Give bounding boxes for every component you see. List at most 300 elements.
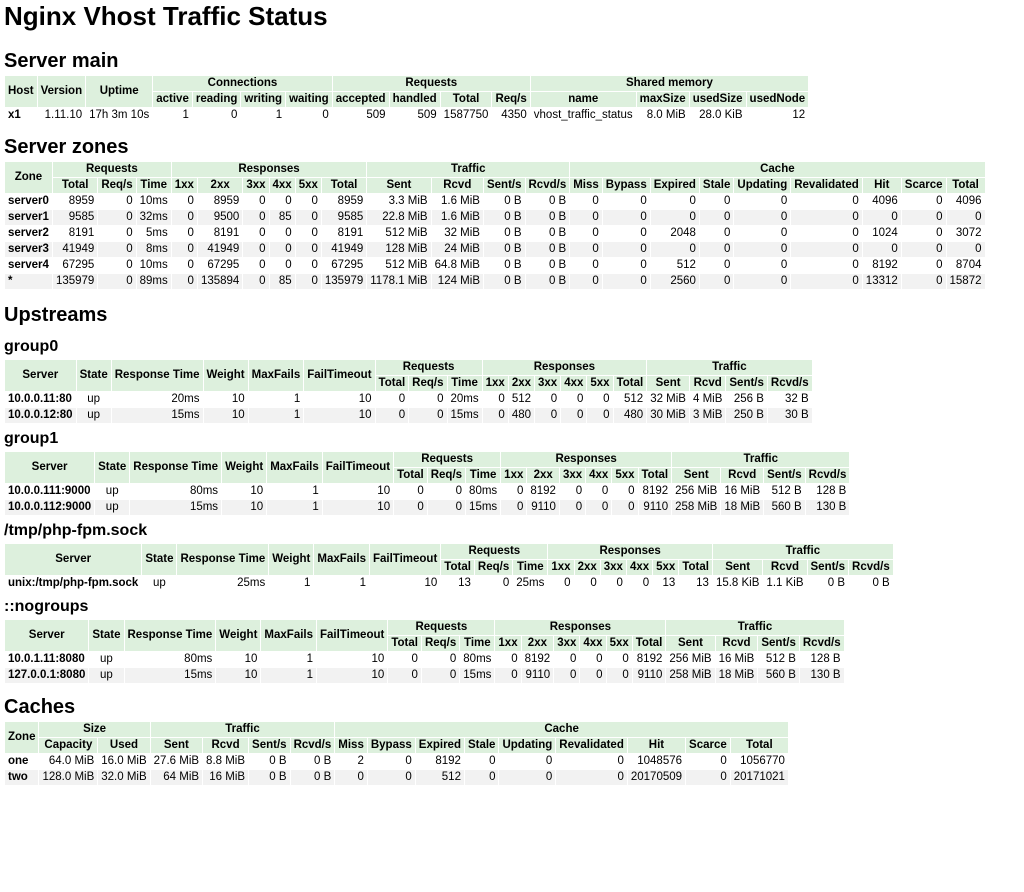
table-cell: 8959 (68, 195, 95, 207)
table-cell: 0 (422, 668, 459, 683)
table-cell: 0 (187, 259, 194, 271)
column-header-state: State (77, 360, 111, 391)
table-cell: 0 (296, 210, 321, 225)
column-header-total: Total (614, 376, 647, 391)
table-cell: 0 (852, 195, 859, 207)
column-header-rcvd-s: Rcvd/s (806, 468, 850, 483)
table-cell: 10 (231, 393, 245, 405)
column-header-2xx: 2xx (522, 636, 554, 651)
table-cell: 0 (311, 195, 318, 207)
table-cell: 128 MiB (367, 242, 430, 257)
table-cell: 13 (696, 577, 709, 589)
table-cell: 64.0 MiB (48, 755, 95, 767)
table-cell: 30 MiB (647, 408, 689, 423)
table-cell: 0 (502, 577, 510, 589)
column-header-1xx: 1xx (495, 636, 520, 651)
table-cell: 0 (601, 485, 609, 497)
table-cell: 0 B (526, 242, 570, 257)
column-header-total: Total (639, 468, 672, 483)
table-cell: 30 B (768, 408, 812, 423)
column-header-3xx: 3xx (243, 178, 268, 193)
table-cell: 8959 (337, 195, 364, 207)
table-cell: 8192 (530, 485, 556, 497)
table-cell: 0 (592, 195, 599, 207)
table-cell: 41949 (53, 242, 97, 257)
column-header-weight: Weight (269, 544, 313, 575)
table-cell: 0 (556, 770, 627, 785)
table-header-row (5, 620, 844, 635)
table-cell: 258 MiB (666, 668, 714, 683)
column-header-rcvd: Rcvd (763, 560, 806, 575)
table-cell: 0 (394, 500, 427, 515)
table-cell: 4096 (872, 195, 898, 207)
table-cell: 130 B (806, 500, 850, 515)
column-header-server: Server (5, 452, 94, 483)
table-cell: 0 (596, 653, 603, 665)
column-header-sent: Sent (367, 178, 430, 193)
row-key-cell: unix:/tmp/php-fpm.sock (8, 577, 139, 589)
group-header-traffic: Traffic (713, 544, 893, 559)
table-cell: 0 (388, 668, 421, 683)
table-cell: 0 (98, 210, 135, 225)
table-cell: 0 (612, 500, 637, 515)
table-cell: 32.0 MiB (98, 770, 149, 785)
table-cell: 0 (902, 242, 946, 257)
column-header-rcvd-s: Rcvd/s (768, 376, 812, 391)
column-header-sent-s: Sent/s (484, 178, 525, 193)
table-cell: 9110 (522, 668, 554, 683)
table-cell: 0 (243, 274, 268, 289)
column-header-rcvd-s: Rcvd/s (291, 738, 335, 753)
column-header-1xx: 1xx (548, 560, 573, 575)
table-cell: 0 (550, 393, 558, 405)
table-cell: 13 (662, 577, 676, 589)
table-cell: 1 (182, 109, 189, 121)
column-header-revalidated: Revalidated (556, 738, 627, 753)
upstreams-heading: Upstreams (4, 304, 108, 326)
table-subheader-row (5, 738, 788, 753)
column-header-expired: Expired (416, 738, 464, 753)
table-cell: 0 (734, 242, 790, 257)
table-cell: 0 (564, 577, 571, 589)
table-cell: 0 (863, 210, 901, 225)
table-cell: 0 (495, 668, 520, 683)
row-key-cell: server4 (8, 259, 49, 271)
table-cell: 0 B (484, 210, 525, 225)
table-cell: up (77, 408, 111, 423)
table-cell: 3 MiB (690, 408, 725, 423)
group-header-traffic: Traffic (647, 360, 811, 375)
column-header-total: Total (441, 560, 474, 575)
table-cell: 0 (322, 109, 329, 121)
column-header-hit: Hit (863, 178, 901, 193)
column-header-req-s: Req/s (492, 92, 529, 107)
table-cell: 1048576 (637, 755, 683, 767)
column-header-2xx: 2xx (198, 178, 242, 193)
table-cell: 20ms (171, 393, 200, 405)
row-key-cell: 127.0.0.1:8080 (5, 668, 88, 683)
column-header-accepted: accepted (333, 92, 389, 107)
table-row (5, 274, 985, 289)
table-cell: 32ms (137, 210, 171, 225)
table-cell: 250 B (726, 408, 767, 423)
table-cell: 0 (296, 242, 321, 257)
table-cell: 1.6 MiB (432, 210, 483, 225)
column-header-host: Host (5, 76, 37, 107)
table-cell: 0 (947, 210, 985, 225)
table-cell: 32 MiB (650, 393, 686, 405)
column-header-sent: Sent (713, 560, 762, 575)
table-cell: 80ms (469, 485, 498, 497)
upstream-group-heading: group0 (4, 338, 59, 355)
column-header-3xx: 3xx (601, 560, 626, 575)
column-header-4xx: 4xx (270, 178, 295, 193)
table-cell: 10 (304, 408, 374, 423)
column-header-sent-s: Sent/s (726, 376, 767, 391)
server-main-heading: Server main (4, 50, 119, 72)
column-header-total: Total (394, 468, 427, 483)
table-cell: 0 (126, 195, 133, 207)
column-header-miss: Miss (570, 178, 602, 193)
table-cell: 80ms (189, 485, 219, 497)
table-cell: 0 (640, 259, 647, 271)
column-header-failtimeout: FailTimeout (317, 620, 387, 651)
table-cell: 0 (700, 210, 734, 225)
table-cell: 0 (734, 274, 790, 289)
table-cell: 80ms (463, 653, 492, 665)
server-zones-table (4, 161, 986, 290)
column-header-time: Time (466, 468, 500, 483)
table-cell: 0 (569, 653, 577, 665)
table-cell: 8192 (642, 485, 669, 497)
table-cell: 15ms (448, 408, 482, 423)
column-header-3xx: 3xx (535, 376, 560, 391)
table-cell: 128 B (816, 485, 847, 497)
table-cell: 9110 (527, 500, 559, 515)
table-cell: 28.0 KiB (699, 109, 743, 121)
table-cell: 2560 (651, 274, 699, 289)
table-cell: 0 (651, 210, 699, 225)
column-header-server: Server (5, 360, 76, 391)
table-cell: 0 (936, 259, 943, 271)
column-header-total: Total (947, 178, 985, 193)
table-cell: 0 (335, 770, 367, 785)
column-header-3xx: 3xx (554, 636, 579, 651)
table-cell: 0 (285, 227, 292, 239)
table-cell: up (153, 577, 166, 589)
table-cell: 0 (511, 653, 518, 665)
upstream-group-heading: ::nogroups (4, 598, 89, 615)
table-cell: 135979 (322, 274, 366, 289)
table-cell: 20170509 (628, 770, 685, 785)
column-header-total: Total (441, 92, 492, 107)
table-cell: 22.8 MiB (367, 210, 430, 225)
table-cell: 4 MiB (692, 393, 723, 405)
row-key-cell: x1 (8, 109, 21, 121)
column-header-total: Total (376, 376, 409, 391)
table-cell: 1056770 (740, 755, 785, 767)
table-cell: 8192 (435, 755, 461, 767)
table-cell: 8.8 MiB (206, 755, 246, 767)
column-header-waiting: waiting (286, 92, 332, 107)
row-key-cell: server3 (5, 242, 52, 257)
table-cell: 0 (603, 274, 650, 289)
column-header-handled: handled (390, 92, 440, 107)
table-cell: 15872 (947, 274, 985, 289)
column-header-2xx: 2xx (575, 560, 600, 575)
table-cell: 0 (686, 770, 730, 785)
column-header-4xx: 4xx (627, 560, 652, 575)
column-header-zone: Zone (5, 722, 38, 753)
table-cell: up (89, 668, 123, 683)
column-header-failtimeout: FailTimeout (304, 360, 374, 391)
column-header-total: Total (53, 178, 97, 193)
table-cell: 1.6 MiB (440, 195, 480, 207)
table-row (5, 108, 808, 123)
table-cell: 0 (791, 274, 862, 289)
table-cell: 20ms (450, 393, 479, 405)
column-header-hit: Hit (628, 738, 685, 753)
column-header-scarce: Scarce (902, 178, 946, 193)
table-cell: 27.6 MiB (153, 755, 200, 767)
column-header-req-s: Req/s (98, 178, 135, 193)
table-cell: 512 B (765, 653, 796, 665)
table-cell: 32 MiB (444, 227, 480, 239)
table-cell: 0 (516, 485, 524, 497)
table-cell: 0 (592, 227, 599, 239)
table-cell: 80ms (184, 653, 213, 665)
table-cell: 10 (204, 408, 248, 423)
column-header-5xx: 5xx (653, 560, 678, 575)
group-header-requests: Requests (441, 544, 547, 559)
table-cell: 10 (222, 500, 266, 515)
table-cell: 10 (377, 485, 391, 497)
table-cell: 10 (244, 653, 258, 665)
table-subheader-row (5, 178, 985, 193)
column-header-total: Total (731, 738, 788, 753)
table-cell: 67295 (331, 259, 364, 271)
table-row (5, 754, 788, 769)
table-cell: 0 (603, 210, 650, 225)
table-cell: 512 (676, 259, 696, 271)
table-cell: 12 (792, 109, 806, 121)
table-cell: 0 B (526, 210, 570, 225)
table-cell: 0 B (548, 259, 567, 271)
column-header-total: Total (679, 560, 712, 575)
column-header-total: Total (633, 636, 666, 651)
column-header-total: Total (388, 636, 421, 651)
column-header-rcvd: Rcvd (716, 636, 758, 651)
table-cell: 0 (368, 770, 415, 785)
column-header-req-s: Req/s (422, 636, 459, 651)
table-cell: 0 (554, 668, 579, 683)
table-header-row (5, 722, 788, 737)
group-header-requests: Requests (394, 452, 500, 467)
table-cell: 9110 (639, 500, 672, 515)
column-header-rcvd: Rcvd (721, 468, 763, 483)
table-cell: 2048 (670, 227, 696, 239)
column-header-rcvd: Rcvd (432, 178, 483, 193)
table-cell: 135979 (53, 274, 97, 289)
table-cell: 0 (651, 242, 699, 257)
table-cell: 8191 (337, 227, 364, 239)
table-cell: 0 (455, 485, 463, 497)
table-cell: 0 (270, 242, 295, 257)
table-cell: 0 (575, 485, 583, 497)
column-header-4xx: 4xx (580, 636, 605, 651)
column-header-rcvd: Rcvd (690, 376, 725, 391)
table-cell: 0 (259, 259, 266, 271)
table-cell: 0 (545, 755, 553, 767)
table-row (5, 576, 893, 591)
page-title: Nginx Vhost Traffic Status (4, 1, 328, 31)
column-header-sent: Sent (647, 376, 689, 391)
table-cell: 0 (936, 195, 943, 207)
table-cell: 0 (902, 274, 946, 289)
column-header-zone: Zone (5, 162, 52, 193)
table-cell: 0 (616, 577, 623, 589)
column-header-rcvd-s: Rcvd/s (800, 636, 844, 651)
column-header-updating: Updating (499, 738, 555, 753)
table-cell: 0 (411, 653, 418, 665)
table-cell: 10ms (139, 259, 168, 271)
table-row (5, 194, 985, 209)
column-header-weight: Weight (204, 360, 248, 391)
table-cell: 0 B (484, 242, 525, 257)
table-cell: 15.8 KiB (715, 577, 760, 589)
group-header-requests: Requests (376, 360, 482, 375)
table-cell: 13312 (863, 274, 901, 289)
table-cell: 17h 3m 10s (89, 109, 150, 121)
table-row (5, 770, 788, 785)
table-cell: 0 (592, 259, 599, 271)
table-cell: 0 (576, 393, 584, 405)
table-cell: 64 MiB (151, 770, 202, 785)
table-cell: 1 (359, 577, 366, 589)
table-cell: 0 (409, 408, 446, 423)
table-cell: 0 (230, 109, 238, 121)
table-cell: 1 (306, 653, 313, 665)
table-row (5, 500, 849, 515)
table-cell: 0 (570, 242, 602, 257)
table-cell: 16 MiB (718, 653, 755, 665)
table-cell: 0 (126, 259, 133, 271)
table-cell: 0 (98, 242, 135, 257)
table-cell: 0 (437, 393, 444, 405)
column-header-sent: Sent (672, 468, 720, 483)
table-cell: 1 (303, 577, 311, 589)
table-cell: 0 (172, 210, 197, 225)
table-cell: 512 (624, 393, 644, 405)
group-header-size: Size (39, 722, 149, 737)
table-cell: 509 (417, 109, 437, 121)
table-cell: 1 (249, 408, 304, 423)
table-cell: 0 (243, 242, 268, 257)
upstream-group-heading: /tmp/php-fpm.sock (4, 522, 148, 539)
server-zones-heading: Server zones (4, 136, 129, 158)
table-cell: 1 (293, 393, 301, 405)
column-header-4xx: 4xx (561, 376, 586, 391)
table-cell: 3072 (955, 227, 982, 239)
table-cell: 0 (640, 195, 647, 207)
table-cell: 20171021 (731, 770, 788, 785)
table-cell: 0 (428, 500, 465, 515)
table-cell: 16 MiB (203, 770, 248, 785)
table-cell: 0 (791, 210, 862, 225)
table-cell: 0 (259, 195, 266, 207)
group-header-responses: Responses (172, 162, 367, 177)
column-header-maxfails: MaxFails (249, 360, 304, 391)
table-cell: 0 (561, 408, 586, 423)
table-cell: 10 (371, 653, 385, 665)
table-cell: up (87, 393, 101, 405)
table-cell: 0 B (249, 770, 290, 785)
table-row (5, 668, 844, 683)
table-cell: 0 (172, 242, 197, 257)
table-cell: 0 (791, 242, 862, 257)
table-cell: 0 B (291, 770, 335, 785)
table-cell: 0 (285, 195, 292, 207)
table-cell: 0 (417, 485, 424, 497)
table-cell: 256 B (733, 393, 764, 405)
column-header-scarce: Scarce (686, 738, 730, 753)
table-cell: 256 MiB (675, 485, 718, 497)
table-cell: 1.1 KiB (766, 577, 804, 589)
group-header-connections: Connections (153, 76, 331, 91)
table-cell: 1587750 (443, 109, 489, 121)
column-header-response-time: Response Time (130, 452, 221, 483)
table-cell: 8192 (524, 653, 551, 665)
column-header-sent: Sent (666, 636, 714, 651)
group-header-responses: Responses (483, 360, 647, 375)
column-header-state: State (95, 452, 129, 483)
server-main-table (4, 75, 809, 124)
table-cell: 0 B (872, 577, 890, 589)
group-header-cache: Cache (570, 162, 984, 177)
table-cell: 0 B (314, 755, 332, 767)
row-key-cell: server0 (8, 195, 49, 207)
table-cell: 560 B (758, 668, 799, 683)
column-header-rcvd: Rcvd (203, 738, 248, 753)
table-row (5, 210, 985, 225)
table-cell: 0 (720, 755, 727, 767)
column-header-4xx: 4xx (586, 468, 611, 483)
column-header-stale: Stale (700, 178, 734, 193)
column-header-5xx: 5xx (296, 178, 321, 193)
table-cell: 5ms (146, 227, 168, 239)
table-cell: 0 (780, 227, 788, 239)
table-cell: 0 (499, 770, 555, 785)
column-header-state: State (89, 620, 123, 651)
table-cell: 0 (947, 242, 985, 257)
table-cell: 0 (376, 408, 409, 423)
table-cell: 480 (614, 408, 647, 423)
upstream-groups (0, 335, 1024, 684)
row-key-cell: two (5, 770, 38, 785)
row-key-cell: server1 (5, 210, 52, 225)
table-cell: 1 (275, 109, 283, 121)
table-cell: 15ms (466, 500, 500, 515)
table-cell: 18 MiB (716, 668, 758, 683)
table-cell: 480 (509, 408, 534, 423)
table-cell: 10 (424, 577, 438, 589)
table-cell: 8959 (213, 195, 240, 207)
table-cell: 0 (700, 274, 734, 289)
table-cell: 0 (640, 227, 647, 239)
table-cell: 0 (700, 242, 734, 257)
table-row (5, 226, 985, 241)
column-header-maxsize: maxSize (637, 92, 689, 107)
